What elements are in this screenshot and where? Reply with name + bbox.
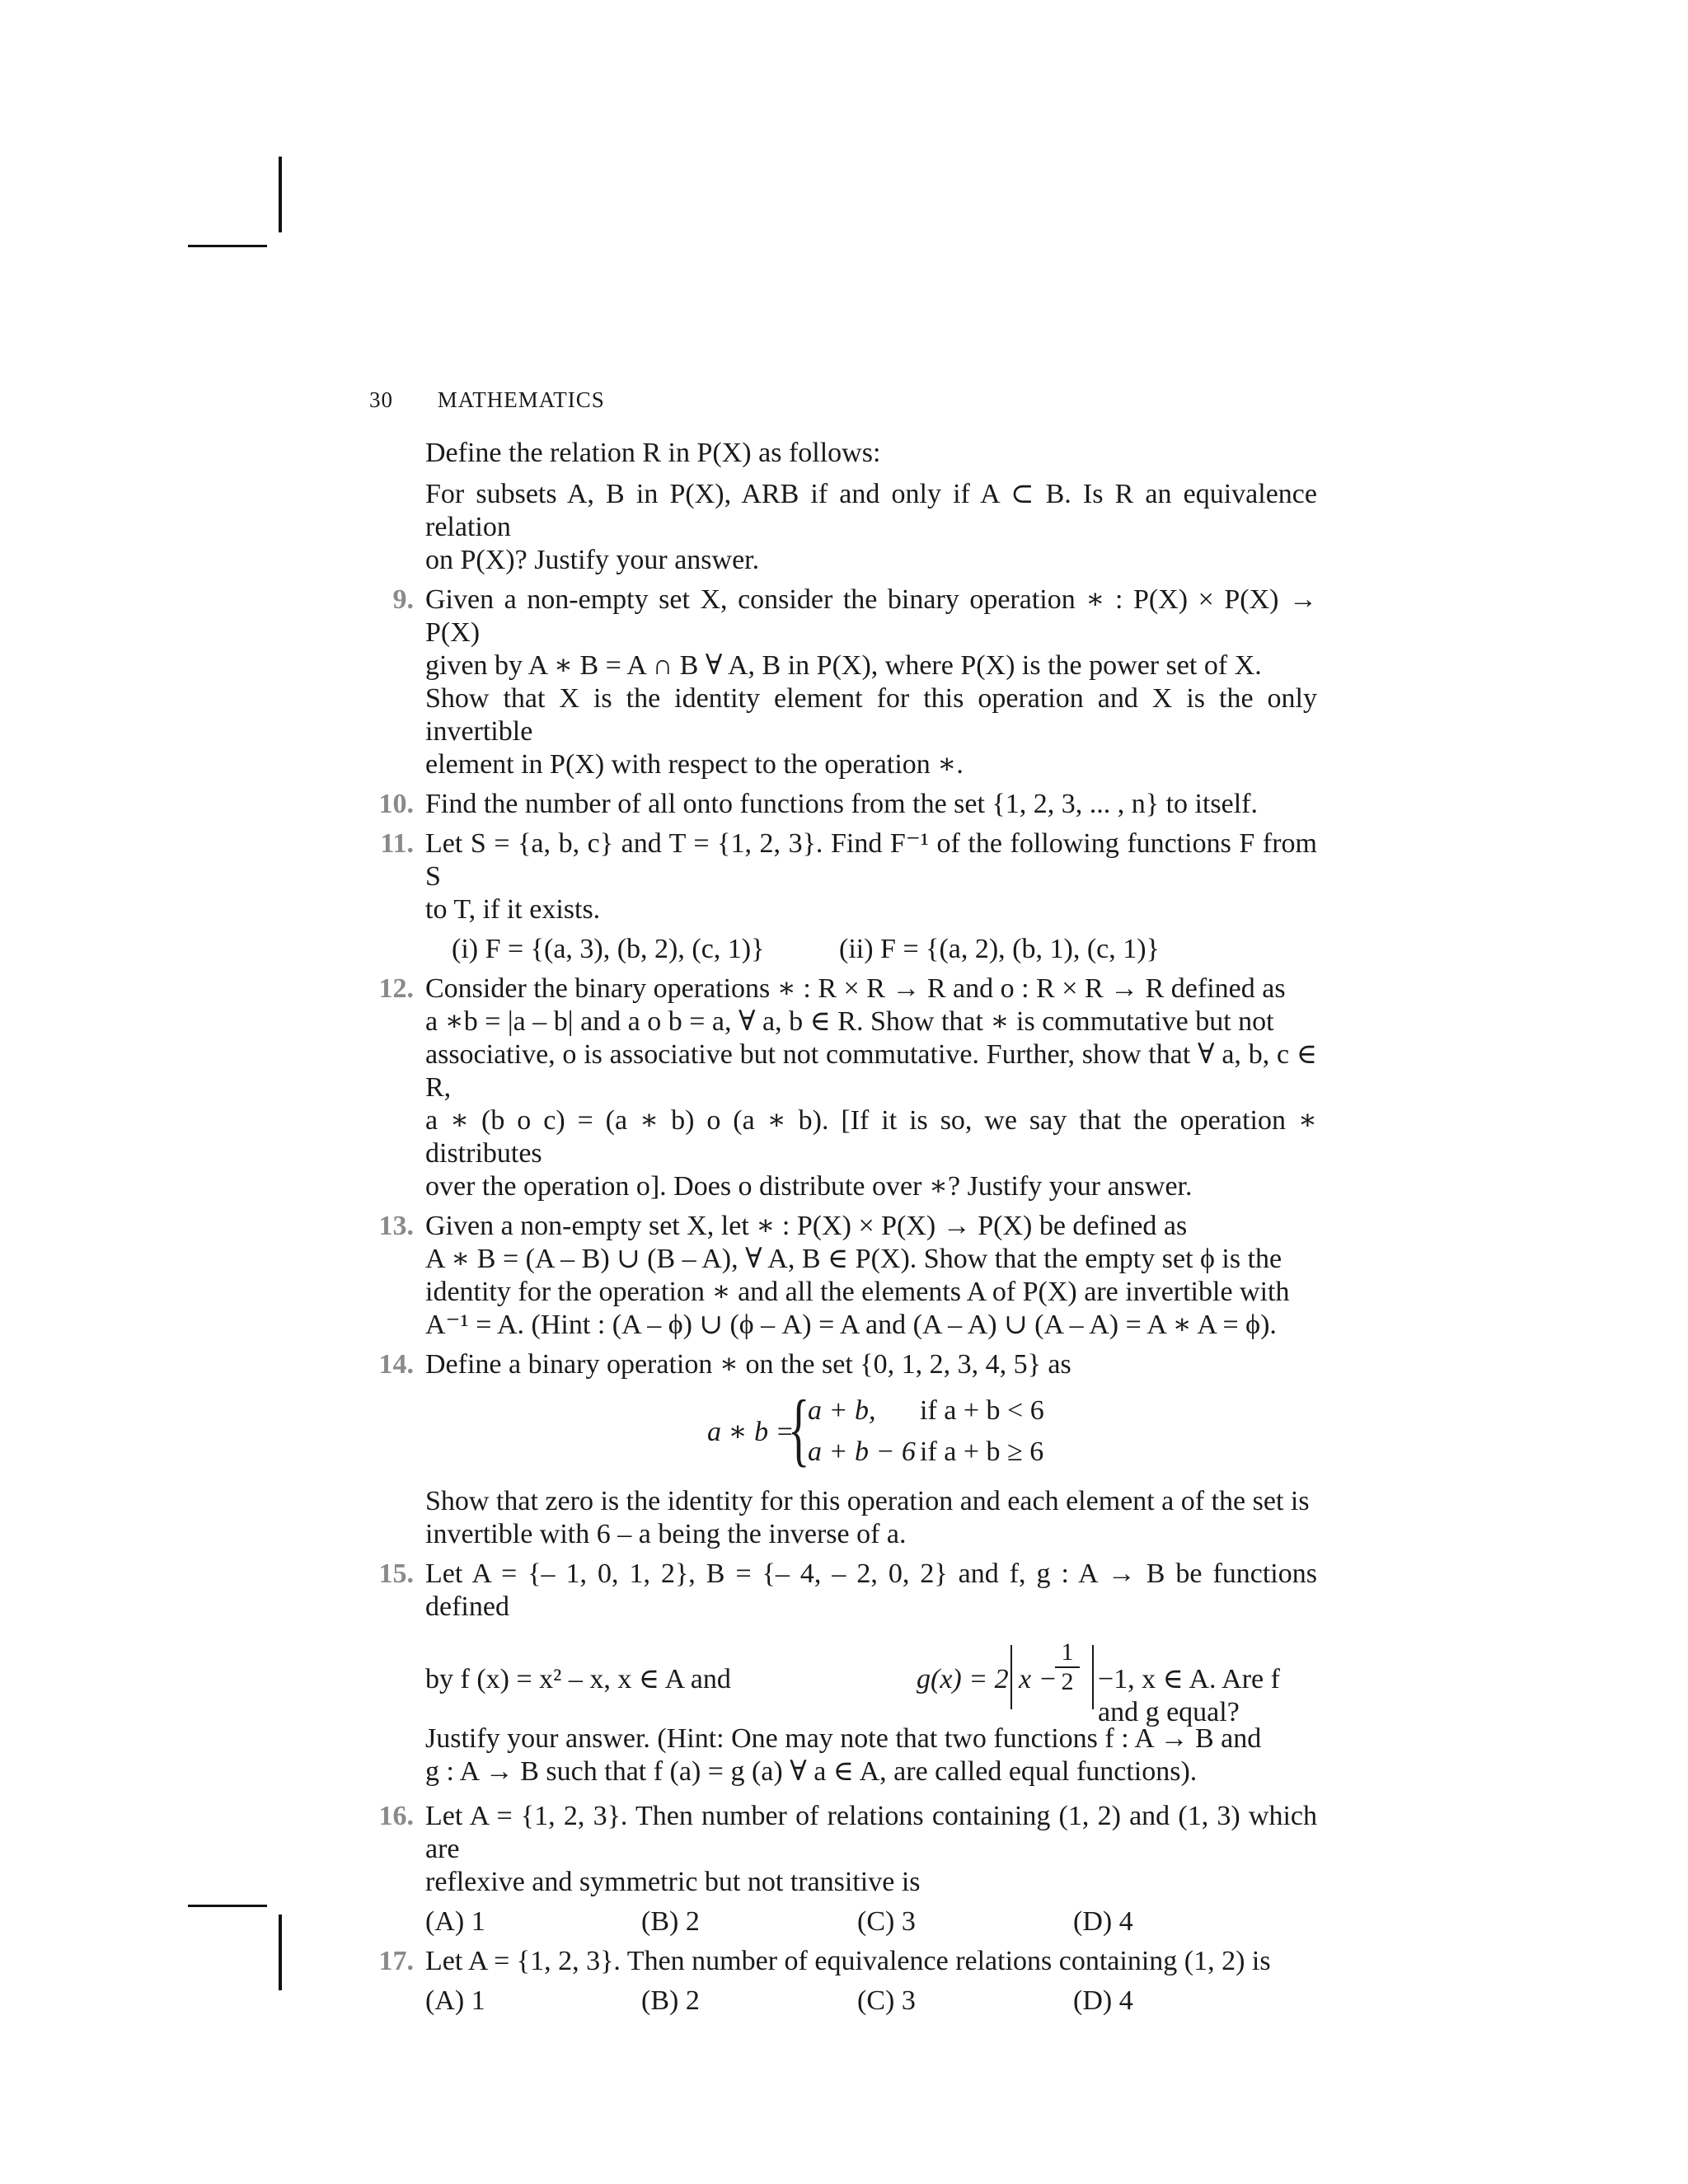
text-line: Let A = {1, 2, 3}. Then number of relations containing (1, 2) and (1, 3) which are	[425, 1801, 1317, 1864]
option-c: (C) 3	[857, 1985, 916, 2016]
text-line: Let A = {1, 2, 3}. Then number of equivalence relations containing (1, 2) is	[425, 1946, 1271, 1976]
piecewise-formula	[369, 1383, 1317, 1474]
text-line: a ∗b = |a – b| and a o b = a, ∀ a, b ∈ R. Show that ∗ is commutative but not	[425, 1006, 1274, 1037]
question-15-continuation	[369, 1722, 1317, 1788]
formula-condition-1: if a + b < 6	[920, 1395, 1044, 1426]
fraction-numerator: 1	[1055, 1638, 1080, 1668]
part-i: (i) F = {(a, 3), (b, 2), (c, 1)}	[452, 934, 765, 964]
question-13	[369, 1210, 1317, 1342]
question-number: 11.	[380, 828, 414, 859]
text-line: Show that X is the identity element for this operation and X is the only invertible	[425, 683, 1317, 747]
option-c: (C) 3	[857, 1906, 916, 1937]
absolute-bar-right	[1092, 1645, 1094, 1709]
text-line: given by A ∗ B = A ∩ B ∀ A, B in P(X), where P(X) is the power set of X.	[425, 650, 1262, 681]
question-17	[369, 1945, 1317, 1978]
text-line: A ∗ B = (A – B) ∪ (B – A), ∀ A, B ∈ P(X). Show that the empty set ϕ is the	[425, 1244, 1282, 1274]
formula-case-2: a + b − 6	[808, 1436, 916, 1467]
text-line: Define the relation R in P(X) as follows:	[425, 438, 881, 468]
page-content	[369, 437, 1317, 2024]
question-14-continuation	[369, 1485, 1317, 1551]
question-number: 13.	[378, 1211, 414, 1241]
text-line: over the operation o]. Does o distribute over ∗? Justify your answer.	[425, 1171, 1193, 1202]
question-number: 12.	[378, 973, 414, 1004]
question-9	[369, 583, 1317, 781]
question-14	[369, 1348, 1317, 1381]
g-argument: x −	[1019, 1664, 1057, 1694]
text-line: reflexive and symmetric but not transitive is	[425, 1867, 921, 1897]
fraction-denominator: 2	[1061, 1668, 1074, 1695]
g-function: g(x) = 2	[917, 1664, 1009, 1694]
text-line: associative, o is associative but not commutative. Further, show that ∀ a, b, c ∈ R,	[425, 1039, 1317, 1103]
page-number: 30	[369, 387, 393, 412]
text-line: g : A → B such that f (a) = g (a) ∀ a ∈ A, are called equal functions).	[425, 1756, 1198, 1787]
question-number: 9.	[392, 584, 414, 615]
text-line: Let A = {– 1, 0, 1, 2}, B = {– 4, – 2, 0, 2} and f, g : A → B be functions defined	[425, 1558, 1317, 1622]
text-line: invertible with 6 – a being the inverse of a.	[425, 1519, 907, 1549]
page-header	[369, 387, 605, 413]
absolute-bar-left	[1010, 1645, 1012, 1709]
question-number: 16.	[378, 1801, 414, 1831]
text-line: Justify your answer. (Hint: One may note that two functions f : A → B and	[425, 1723, 1262, 1754]
text-line: Consider the binary operations ∗ : R × R → R and o : R × R → R defined as	[425, 973, 1286, 1004]
question-number: 17.	[378, 1946, 414, 1976]
crop-mark-bottom-horizontal	[188, 1905, 267, 1907]
fraction-one-half	[1055, 1638, 1080, 1696]
question-15	[369, 1558, 1317, 1624]
text-line: Let S = {a, b, c} and T = {1, 2, 3}. Find F⁻¹ of the following functions F from S	[425, 828, 1317, 892]
text-line: on P(X)? Justify your answer.	[425, 545, 760, 575]
text-line: For subsets A, B in P(X), ARB if and only if A ⊂ B. Is R an equivalence relation	[425, 479, 1317, 542]
question-11-parts	[369, 933, 1317, 966]
formula-case-1: a + b,	[808, 1395, 876, 1426]
formula-condition-2: if a + b ≥ 6	[920, 1436, 1044, 1467]
option-d: (D) 4	[1073, 1985, 1133, 2016]
crop-mark-top-horizontal	[188, 245, 267, 247]
question-17-options	[369, 1985, 1317, 2018]
question-number: 14.	[378, 1349, 414, 1380]
running-head: MATHEMATICS	[437, 387, 605, 412]
text-line: to T, if it exists.	[425, 894, 601, 925]
question-number: 15.	[378, 1558, 414, 1589]
crop-mark-bottom-vertical	[279, 1915, 282, 1990]
formula-brace: {	[788, 1383, 810, 1474]
text-line: identity for the operation ∗ and all the elements A of P(X) are invertible with	[425, 1277, 1290, 1307]
crop-mark-top-vertical	[279, 157, 282, 232]
text-line: Show that zero is the identity for this operation and each element a of the set is	[425, 1486, 1310, 1516]
question-11	[369, 827, 1317, 926]
text-line: Define a binary operation ∗ on the set {0, 1, 2, 3, 4, 5} as	[425, 1349, 1071, 1380]
part-ii: (ii) F = {(a, 2), (b, 1), (c, 1)}	[839, 934, 1160, 964]
option-a: (A) 1	[425, 1985, 485, 2016]
text-line: by f (x) = x² – x, x ∈ A and	[425, 1664, 731, 1694]
text-line: −1, x ∈ A. Are f and g equal?	[1098, 1664, 1280, 1727]
option-b: (B) 2	[641, 1985, 700, 2016]
question-16-options	[369, 1905, 1317, 1938]
question-12	[369, 972, 1317, 1203]
text-line: a ∗ (b o c) = (a ∗ b) o (a ∗ b). [If it is so, we say that the operation ∗ distributes	[425, 1105, 1317, 1169]
question-number: 10.	[378, 789, 414, 819]
option-d: (D) 4	[1073, 1906, 1133, 1937]
text-line: Given a non-empty set X, consider the binary operation ∗ : P(X) × P(X) → P(X)	[425, 584, 1317, 648]
function-definition-line	[369, 1638, 1317, 1727]
text-line: Find the number of all onto functions from the set {1, 2, 3, ... , n} to itself.	[425, 789, 1259, 819]
formula-lhs: a ∗ b =	[707, 1417, 795, 1447]
question-10	[369, 788, 1317, 821]
question-8-continuation	[369, 437, 1317, 577]
option-a: (A) 1	[425, 1906, 485, 1937]
text-line: A⁻¹ = A. (Hint : (A – ϕ) ∪ (ϕ – A) = A and (A – A) ∪ (A – A) = A ∗ A = ϕ).	[425, 1310, 1277, 1340]
question-16	[369, 1800, 1317, 1899]
option-b: (B) 2	[641, 1906, 700, 1937]
text-line: Given a non-empty set X, let ∗ : P(X) × P(X) → P(X) be defined as	[425, 1211, 1188, 1241]
text-line: element in P(X) with respect to the operation ∗.	[425, 749, 964, 780]
